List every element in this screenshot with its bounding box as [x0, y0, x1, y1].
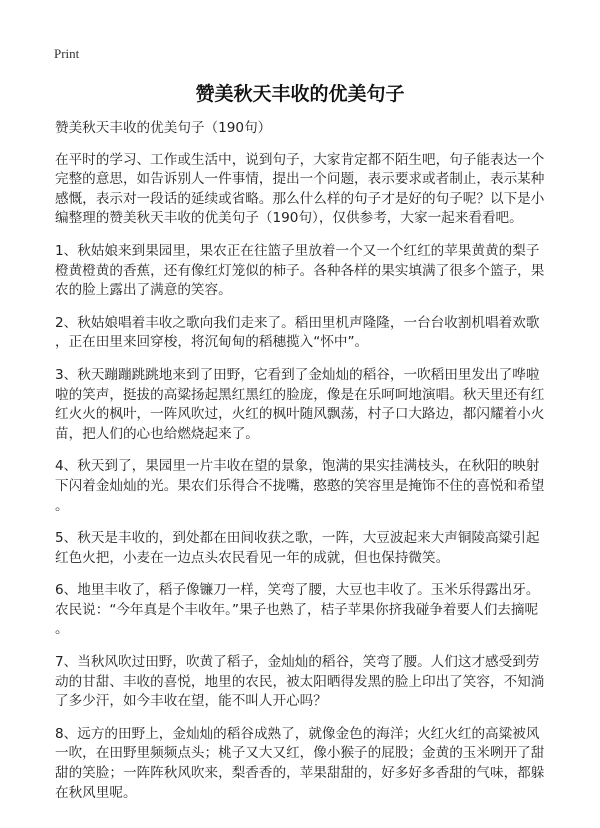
paragraph [55, 529, 585, 568]
paragraph-line: 2、秋姑娘唱着丰收之歌向我们走来了。稻田里机声隆隆，一台台收割机唱着欢歌 [55, 314, 540, 331]
paragraph [55, 653, 585, 712]
paragraph-line: 8、远方的田野上，金灿灿的稻谷成熟了，就像金色的海洋；火红火红的高粱被风 [55, 725, 540, 742]
paragraph-line: 动的甘甜、丰收的喜悦，地里的农民，被太阳晒得发黑的脸上印出了笑容，不知淌 [55, 673, 545, 690]
paragraph-line: ，正在田里来回穿梭，将沉甸甸的稻穗揽入“怀中”。 [55, 334, 369, 351]
paragraph-line: 了多少汗，如今丰收在望，能不叫人开心吗？ [55, 693, 327, 710]
document-subtitle: 赞美秋天丰收的优美句子（190句） [55, 120, 272, 136]
paragraph [55, 151, 585, 229]
paragraph-line: 甜的笑脸；一阵阵秋风吹来，梨香香的，苹果甜甜的，好多好多香甜的气味，都躲 [55, 765, 545, 782]
paragraph-line: 红色火把，小麦在一边点头农民看见一年的成就，但也保持微笑。 [55, 549, 450, 566]
paragraph-list [55, 151, 585, 804]
paragraph-line: 3、秋天蹦蹦跳跳地来到了田野，它看到了金灿灿的稻谷，一吹稻田里发出了哗啦 [55, 366, 540, 383]
paragraph [55, 457, 585, 516]
paragraph-line: 5、秋天是丰收的，到处都在田间收获之歌，一阵，大豆波起来大声铜陵高粱引起 [55, 530, 540, 547]
paragraph-line: 在平时的学习、工作或生活中，说到句子，大家肯定都不陌生吧，句子能表达一个 [55, 151, 545, 168]
paragraph-line: 啦的笑声，挺拔的高粱扬起黑红黑红的脸庞，像是在乐呵呵地演唱。秋天里还有红 [55, 386, 545, 403]
paragraph-line: 下闪着金灿灿的光。果农们乐得合不拢嘴，憨憨的笑容里是掩饰不住的喜悦和希望 [55, 477, 545, 494]
paragraph-line: 6、地里丰收了，稻子像镰刀一样，笑弯了腰，大豆也丰收了。玉米乐得露出牙。 [55, 582, 540, 599]
page-title: 赞美秋天丰收的优美句子 [195, 83, 405, 105]
paragraph-line: 编整理的赞美秋天丰收的优美句子（190句），仅供参考，大家一起来看看吧。 [55, 210, 523, 227]
paragraph [55, 314, 585, 353]
paragraph [55, 366, 585, 444]
paragraph-line: 1、秋姑娘来到果园里，果农正在往篮子里放着一个又一个红红的苹果黄黄的梨子 [55, 242, 540, 259]
paragraph-line: 。 [55, 497, 69, 514]
paragraph-line: 在秋风里呢。 [55, 784, 137, 801]
paragraph-line: 农的脸上露出了满意的笑容。 [55, 282, 232, 299]
paragraph [55, 581, 585, 640]
paragraph-line: 橙黄橙黄的香蕉，还有像红灯笼似的柿子。各种各样的果实填满了很多个篮子，果 [55, 262, 545, 279]
paragraph [55, 725, 585, 803]
paragraph-line: 红火火的枫叶，一阵风吹过，火红的枫叶随风飘荡，村子口大路边，都闪耀着小火 [55, 406, 545, 423]
paragraph-line: 感慨，表示对一段话的延续或省略。那么什么样的句子才是好的句子呢？以下是小 [55, 190, 545, 207]
paragraph-line: 。 [55, 621, 69, 638]
paragraph-line: 一吹，在田野里频频点头；桃子又大又红，像小猴子的屁股；金黄的玉米咧开了甜 [55, 745, 545, 762]
paragraph-line: 农民说：“今年真是个丰收年。”果子也熟了，桔子苹果你挤我碰争着要人们去摘呢 [55, 601, 539, 618]
paragraph-line: 7、当秋风吹过田野，吹黄了稻子，金灿灿的稻谷，笑弯了腰。人们这才感受到劳 [55, 654, 540, 671]
print-link[interactable]: Print [54, 46, 80, 61]
paragraph-line: 苗，把人们的心也给燃烧起来了。 [55, 425, 259, 442]
paragraph-line: 完整的意思，如告诉别人一件事情，提出一个问题，表示要求或者制止，表示某种 [55, 171, 545, 188]
paragraph-line: 4、秋天到了，果园里一片丰收在望的景象，饱满的果实挂满枝头，在秋阳的映射 [55, 458, 540, 475]
paragraph [55, 242, 585, 301]
document-body [55, 119, 585, 816]
